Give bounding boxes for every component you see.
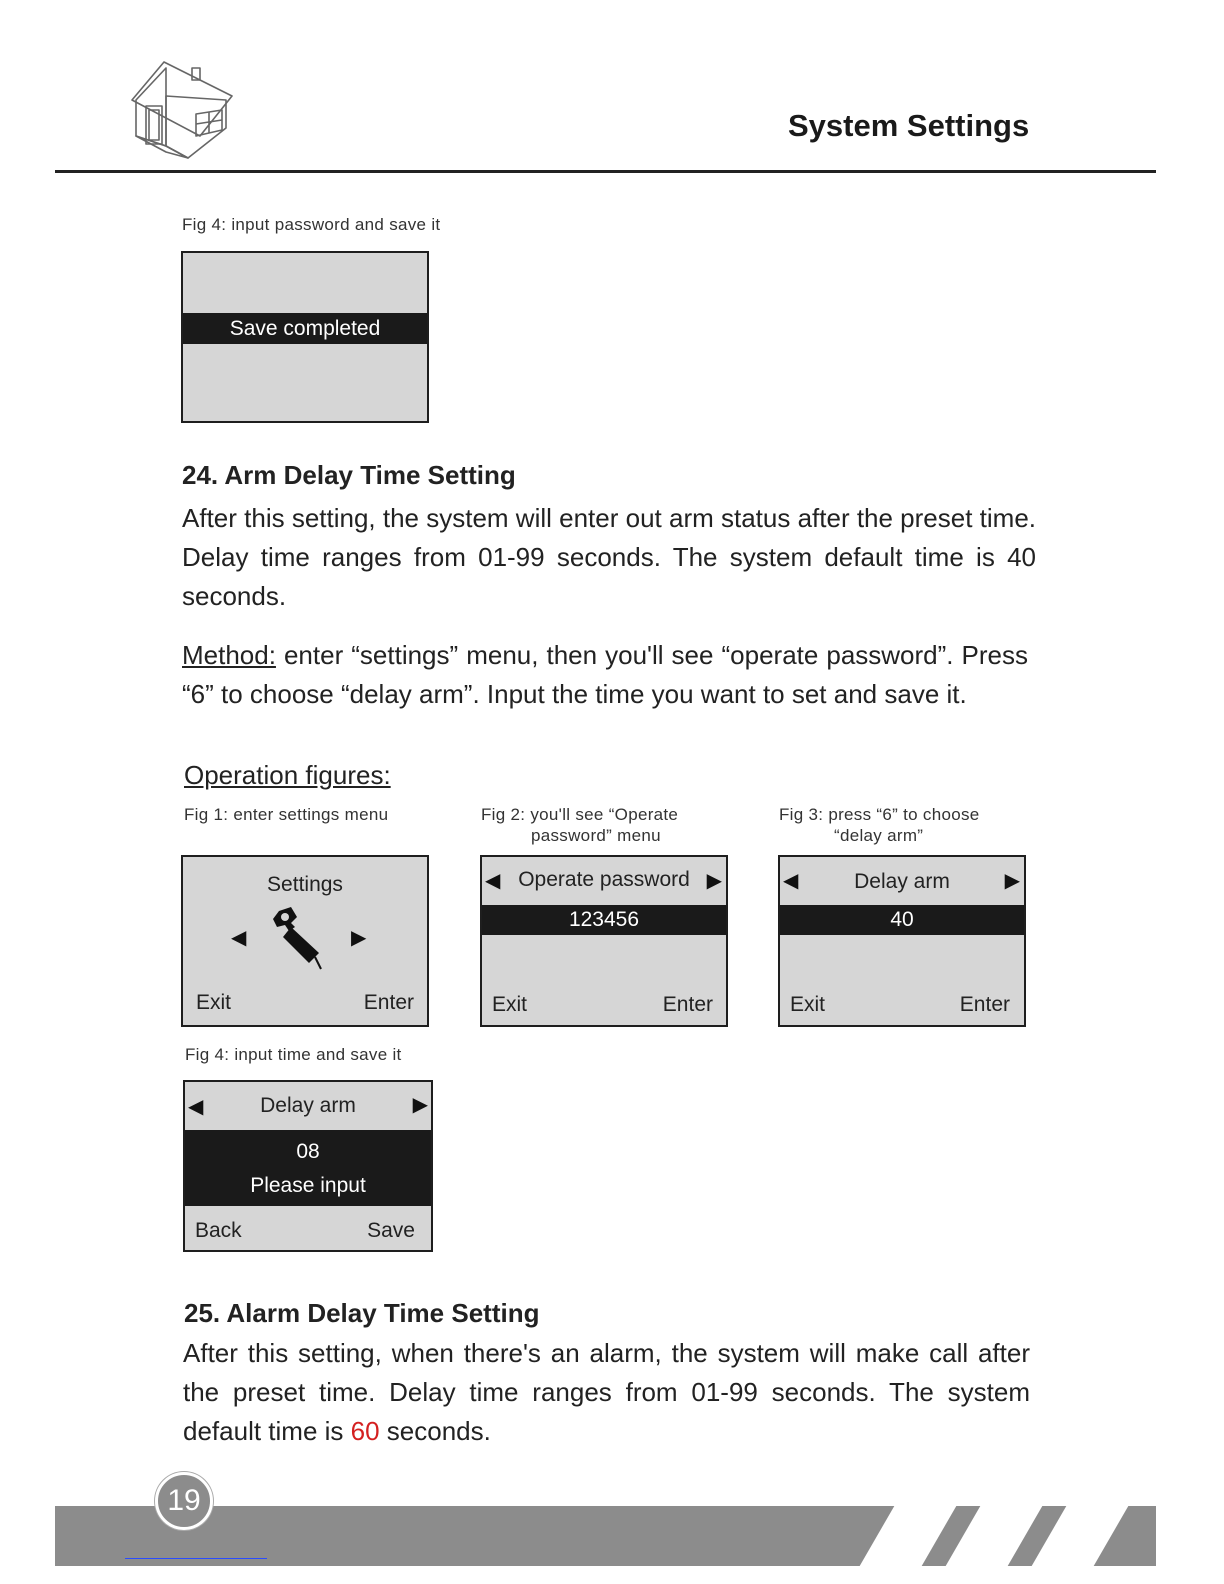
fig2-right-arrow-icon: ▶ [706, 870, 722, 892]
fig1-left-arrow-icon: ◀ [231, 927, 247, 949]
section-25-text-a: After this setting, when there's an alarm, the system will make call after the preset time. Delay time ranges from 01-99 seconds. The system default time is [183, 1338, 1030, 1446]
fig4-time-value: 08 [296, 1140, 320, 1163]
footer-stripe [940, 1506, 1048, 1566]
fig4-input-bar [185, 1130, 431, 1206]
fig3-caption-line2: “delay arm” [834, 826, 924, 845]
section-24-paragraph: After this setting, the system will enter out arm status after the preset time. Delay time ranges from 01-99 seconds. The system default time is 40 seconds. [182, 503, 1037, 611]
method-label: Method: [182, 640, 276, 670]
fig3-left-arrow-icon: ◀ [783, 870, 799, 892]
fig1-settings-screen [181, 855, 429, 1027]
top-figure-caption: Fig 4: input password and save it [182, 215, 441, 234]
fig2-enter-label: Enter [662, 993, 713, 1016]
section-25-text-b: seconds. [379, 1416, 491, 1446]
fig2-title: Operate password [518, 868, 690, 891]
method-paragraph [182, 636, 1028, 714]
fig4-save-label: Save [367, 1219, 415, 1242]
footer-stripe [854, 1506, 962, 1566]
method-text: enter “settings” menu, then you'll see “operate password”. Press “6” to choose “delay arm”. Input the time you want to set and save it. [182, 640, 1028, 709]
fig4-caption: Fig 4: input time and save it [185, 1045, 402, 1064]
fig2-operate-password-screen [480, 855, 728, 1027]
fig2-caption-line1: Fig 2: you'll see “Operate [481, 805, 679, 824]
fig2-password-value: 123456 [482, 905, 726, 935]
fig4-title: Delay arm [260, 1094, 356, 1117]
page-header-title: System Settings [788, 108, 1030, 143]
fig4-prompt: Please input [250, 1174, 366, 1197]
fig2-left-arrow-icon: ◀ [485, 870, 501, 892]
fig3-delay-arm-screen [778, 855, 1026, 1027]
wrench-icon [269, 905, 333, 971]
fig3-delay-value: 40 [780, 905, 1024, 935]
fig2-caption-line2: password” menu [531, 826, 661, 845]
section-25-paragraph [183, 1334, 1030, 1451]
fig3-title: Delay arm [854, 870, 950, 893]
fig4-left-arrow-icon: ◀ [188, 1096, 204, 1118]
section-24-heading: 24. Arm Delay Time Setting [182, 460, 516, 490]
section-25-highlight: 60 [350, 1416, 380, 1446]
header-divider [55, 170, 1156, 173]
house-icon [128, 56, 238, 164]
fig4-back-label: Back [195, 1219, 242, 1242]
operation-figures-label: Operation figures: [184, 760, 391, 790]
save-completed-text: Save completed [183, 313, 427, 344]
fig3-enter-label: Enter [959, 993, 1010, 1016]
fig1-caption: Fig 1: enter settings menu [184, 805, 389, 824]
fig1-title: Settings [267, 873, 343, 896]
fig3-exit-label: Exit [790, 993, 826, 1016]
fig3-caption-line1: Fig 3: press “6” to choose [779, 805, 980, 824]
footer-band [55, 1506, 1156, 1566]
fig1-exit-label: Exit [196, 991, 232, 1014]
fig3-right-arrow-icon: ▶ [1004, 870, 1020, 892]
save-completed-screen [181, 251, 429, 423]
fig4-right-arrow-icon: ▶ [412, 1094, 428, 1116]
section-25-heading: 25. Alarm Delay Time Setting [184, 1298, 540, 1328]
fig4-input-time-screen [183, 1080, 433, 1252]
footer-link-underline [125, 1558, 267, 1559]
footer-stripe [1026, 1506, 1134, 1566]
page-number: 19 [155, 1472, 213, 1530]
fig1-enter-label: Enter [363, 991, 414, 1014]
fig2-exit-label: Exit [492, 993, 528, 1016]
fig1-right-arrow-icon: ▶ [351, 927, 367, 949]
